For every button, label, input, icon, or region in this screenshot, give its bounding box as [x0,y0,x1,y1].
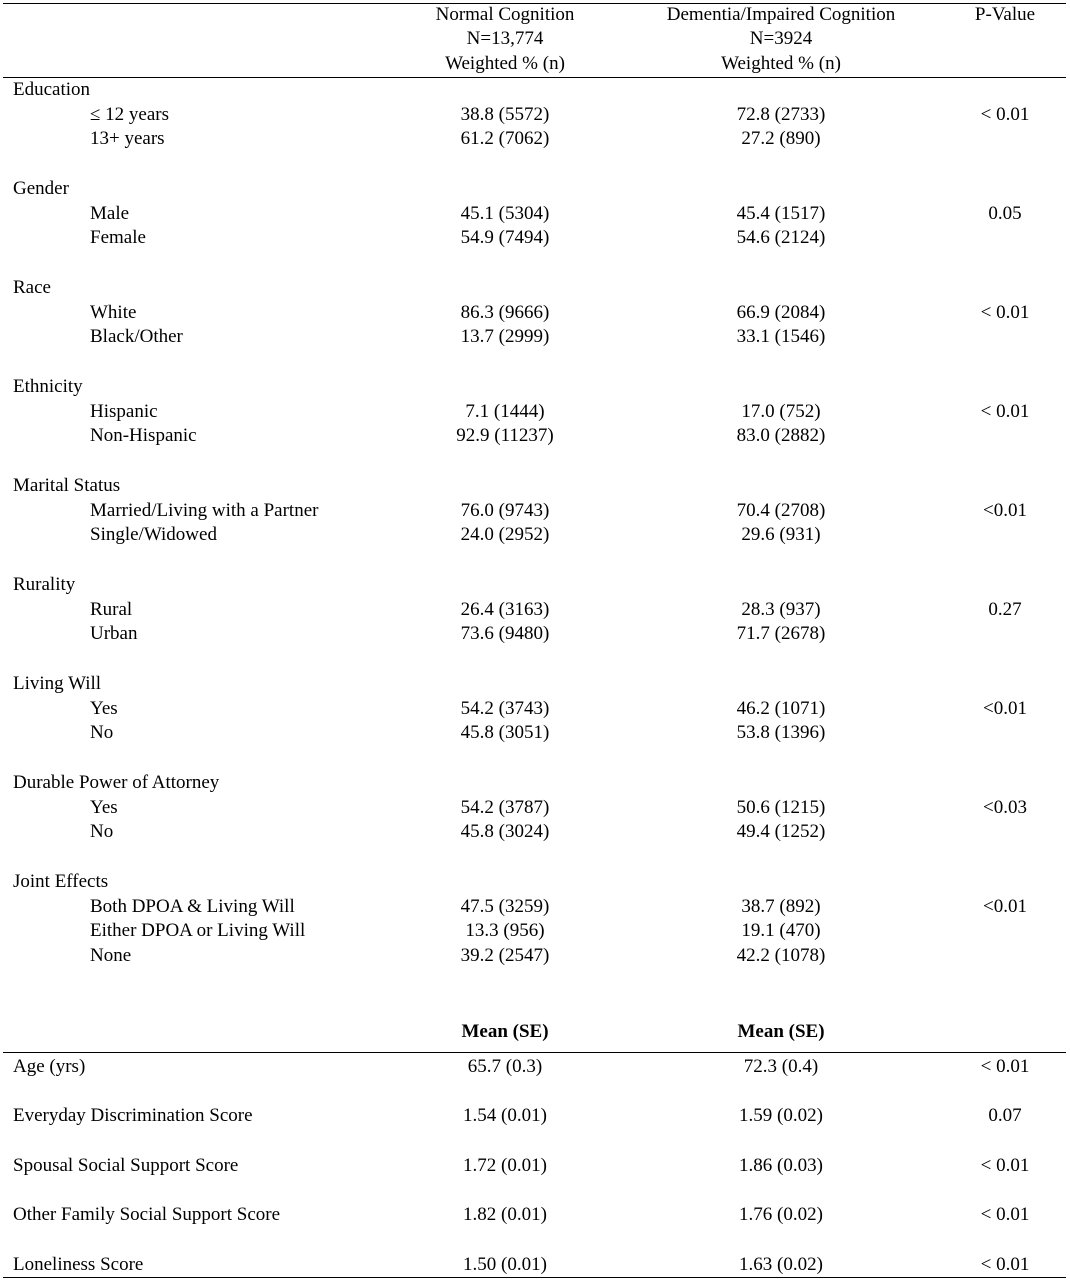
group-label: Education [13,79,91,100]
row-label: Male [90,202,130,224]
normal-cell: 45.8 (3024) [460,821,550,843]
row-label: No [90,722,114,744]
row-label: Both DPOA & Living Will [90,895,295,917]
mean-row-label: Loneliness Score [13,1254,144,1275]
row-label: Urban [90,623,138,645]
mean-row-label: Other Family Social Support Score [13,1204,281,1225]
pvalue-cell: 0.05 [988,202,1022,224]
group-label: Race [13,277,51,298]
mean-pvalue-cell: < 0.01 [980,1155,1030,1176]
dementia-cell: 66.9 (2084) [736,301,826,323]
row-label: Married/Living with a Partner [90,499,319,521]
header-normal-unit: Weighted % (n) [445,53,565,74]
dementia-cell: 71.7 (2678) [736,623,826,645]
normal-cell: 39.2 (2547) [460,945,550,967]
group-label: Living Will [13,673,102,694]
header-rule [3,77,1066,78]
header-normal-n: N=13,774 [466,28,544,49]
dementia-cell: 33.1 (1546) [736,326,826,348]
group-label: Marital Status [13,475,121,496]
dementia-cell: 19.1 (470) [741,920,821,942]
mean-header-normal: Mean (SE) [461,1021,549,1042]
mean-normal-cell: 1.50 (0.01) [463,1254,547,1275]
row-label: Female [90,227,146,249]
group-label: Gender [13,178,69,199]
dementia-cell: 70.4 (2708) [736,499,826,521]
row-label: 13+ years [90,128,165,150]
dementia-cell: 53.8 (1396) [736,722,826,744]
bottom-rule [3,1277,1066,1278]
dementia-cell: 72.8 (2733) [736,103,826,125]
dementia-cell: 54.6 (2124) [736,227,826,249]
mean-normal-cell: 1.82 (0.01) [463,1204,547,1225]
mean-pvalue-cell: < 0.01 [980,1056,1030,1077]
normal-cell: 86.3 (9666) [460,301,550,323]
dementia-cell: 27.2 (890) [741,128,821,150]
dementia-cell: 83.0 (2882) [736,425,826,447]
normal-cell: 38.8 (5572) [460,103,550,125]
group-label: Durable Power of Attorney [13,772,220,793]
mean-header-rule [3,1052,1066,1053]
normal-cell: 76.0 (9743) [460,499,550,521]
normal-cell: 45.1 (5304) [460,202,550,224]
pvalue-cell: < 0.01 [980,400,1030,422]
normal-cell: 26.4 (3163) [460,598,550,620]
mean-row-label: Age (yrs) [13,1056,86,1077]
pvalue-cell: <0.03 [983,796,1027,818]
row-label: White [90,301,137,323]
mean-dementia-cell: 1.86 (0.03) [739,1155,823,1176]
group-label: Ethnicity [13,376,83,397]
normal-cell: 73.6 (9480) [460,623,550,645]
mean-normal-cell: 65.7 (0.3) [467,1056,543,1077]
normal-cell: 92.9 (11237) [456,425,554,447]
dementia-cell: 50.6 (1215) [736,796,826,818]
row-label: Either DPOA or Living Will [90,920,306,942]
normal-cell: 24.0 (2952) [460,524,550,546]
dementia-cell: 29.6 (931) [741,524,821,546]
pvalue-cell: < 0.01 [980,301,1030,323]
header-dementia-n: N=3924 [749,28,813,49]
row-label: Yes [90,697,118,719]
mean-normal-cell: 1.54 (0.01) [463,1105,547,1126]
mean-row-label: Everyday Discrimination Score [13,1105,253,1126]
row-label: No [90,821,114,843]
mean-normal-cell: 1.72 (0.01) [463,1155,547,1176]
dementia-cell: 28.3 (937) [741,598,821,620]
normal-cell: 47.5 (3259) [460,895,550,917]
pvalue-cell: < 0.01 [980,103,1030,125]
normal-cell: 45.8 (3051) [460,722,550,744]
mean-dementia-cell: 1.63 (0.02) [739,1254,823,1275]
dementia-cell: 42.2 (1078) [736,945,826,967]
header-normal-title: Normal Cognition [435,4,575,25]
normal-cell: 54.2 (3743) [460,697,550,719]
header-dementia-title: Dementia/Impaired Cognition [666,4,896,25]
mean-header-dementia: Mean (SE) [737,1021,825,1042]
mean-pvalue-cell: 0.07 [988,1105,1022,1126]
pvalue-cell: <0.01 [983,697,1027,719]
row-label: ≤ 12 years [90,103,170,125]
row-label: Single/Widowed [90,524,217,546]
mean-pvalue-cell: < 0.01 [980,1204,1030,1225]
normal-cell: 13.7 (2999) [460,326,550,348]
mean-dementia-cell: 1.59 (0.02) [739,1105,823,1126]
normal-cell: 54.2 (3787) [460,796,550,818]
mean-row-label: Spousal Social Support Score [13,1155,239,1176]
group-label: Joint Effects [13,871,109,892]
mean-dementia-cell: 1.76 (0.02) [739,1204,823,1225]
dementia-cell: 49.4 (1252) [736,821,826,843]
dementia-cell: 46.2 (1071) [736,697,826,719]
row-label: Yes [90,796,118,818]
row-label: Hispanic [90,400,158,422]
header-pvalue: P-Value [974,4,1036,25]
header-dementia-unit: Weighted % (n) [721,53,841,74]
normal-cell: 7.1 (1444) [465,400,545,422]
normal-cell: 54.9 (7494) [460,227,550,249]
normal-cell: 13.3 (956) [465,920,545,942]
pvalue-cell: <0.01 [983,499,1027,521]
mean-dementia-cell: 72.3 (0.4) [743,1056,819,1077]
dementia-cell: 45.4 (1517) [736,202,826,224]
pvalue-cell: <0.01 [983,895,1027,917]
row-label: Black/Other [90,326,183,348]
pvalue-cell: 0.27 [988,598,1022,620]
dementia-cell: 38.7 (892) [741,895,821,917]
row-label: Rural [90,598,133,620]
group-label: Rurality [13,574,76,595]
normal-cell: 61.2 (7062) [460,128,550,150]
mean-pvalue-cell: < 0.01 [980,1254,1030,1275]
dementia-cell: 17.0 (752) [741,400,821,422]
row-label: None [90,945,132,967]
row-label: Non-Hispanic [90,425,197,447]
